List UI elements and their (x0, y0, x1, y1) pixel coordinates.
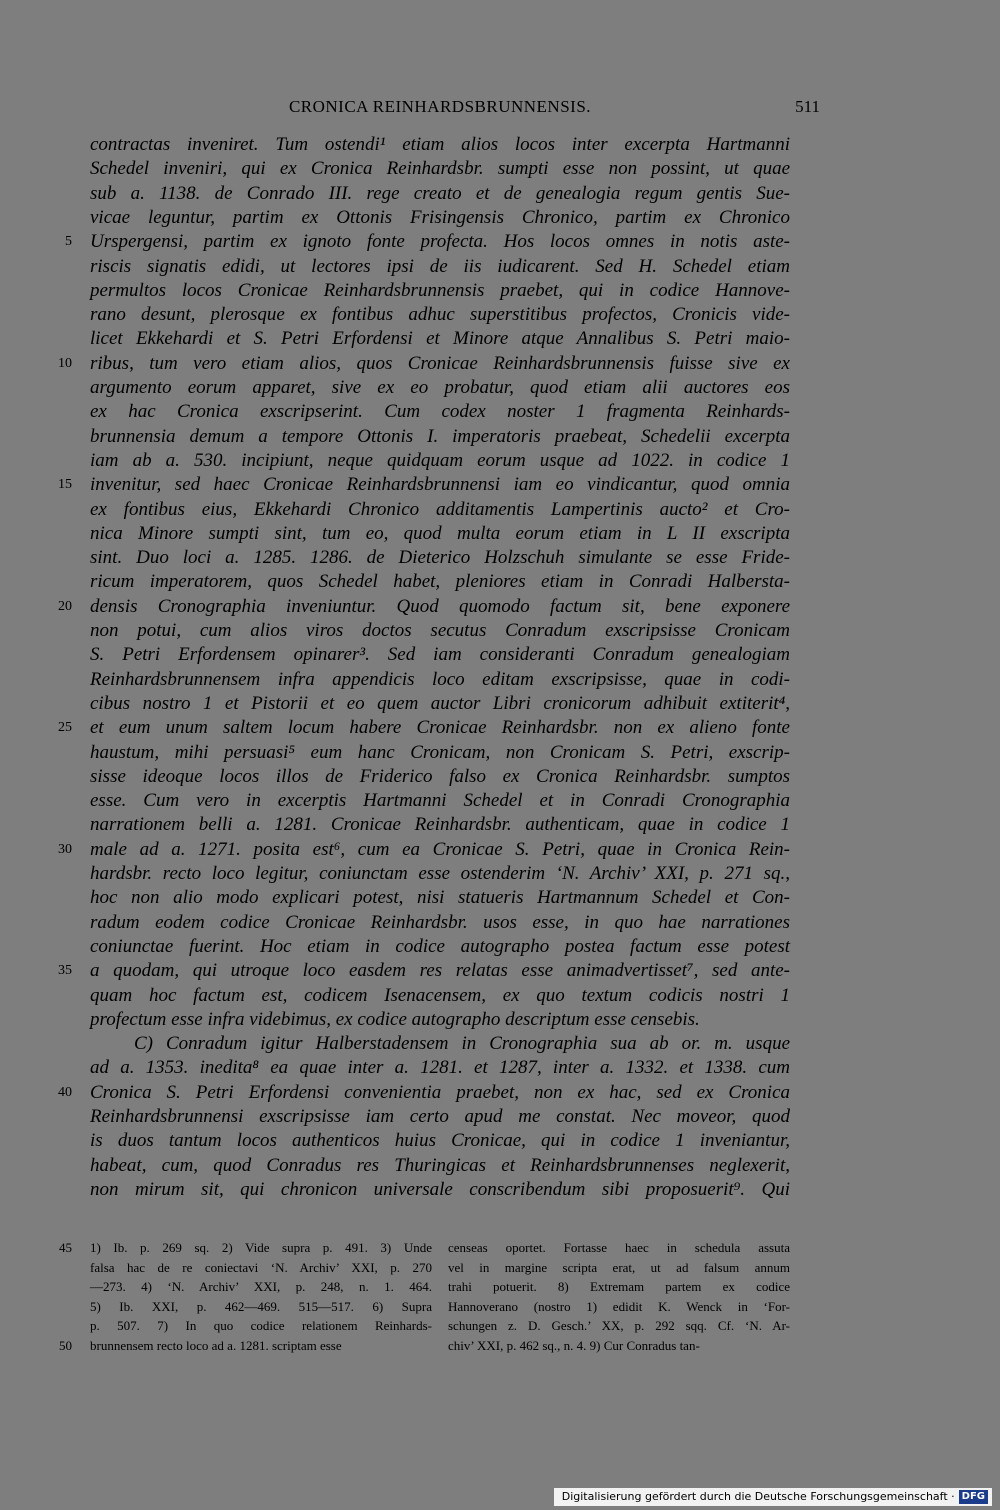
text-line: riscis signatis edidi, ut lectores ipsi de iis iudicarent. Sed H. Schedel etiam (90, 255, 790, 277)
line-number: 5 (65, 234, 72, 250)
text-line: non mirum sit, qui chronicon universale conscribendum sibi proposuerit⁹. Qui (90, 1178, 790, 1200)
footnote-line: 1) Ib. p. 269 sq. 2) Vide supra p. 491. 3) Unde (90, 1240, 432, 1255)
text-line: hoc non alio modo explicari potest, nisi statueris Hartmannum Schedel et Con- (90, 887, 790, 909)
digitization-credit-banner (554, 1488, 992, 1506)
text-line: permultos locos Cronicae Reinhardsbrunnensis praebet, qui in codice Hannove- (90, 279, 790, 301)
line-number: 35 (58, 963, 72, 979)
text-line: sint. Duo loci a. 1285. 1286. de Dieterico Holzschuh simulante se esse Fride- (90, 547, 790, 569)
footnote-line: vel in margine scripta erat, ut ad falsum annum (448, 1259, 790, 1275)
footnote-line: brunnensem recto loco ad a. 1281. scriptam esse (90, 1337, 342, 1353)
text-line: radum eodem codice Cronicae Reinhardsbr. usos esse, in quo hae narrationes (90, 911, 790, 933)
line-number: 30 (58, 841, 72, 857)
text-line: C) Conradum igitur Halberstadensem in Cronographia sua ab or. m. usque (134, 1033, 790, 1055)
text-line: haustum, mihi persuasi⁵ eum hanc Cronicam, non Cronicam S. Petri, exscrip- (90, 741, 790, 763)
page-number: 511 (795, 97, 820, 116)
footnote-line: 5) Ib. XXI, p. 462—469. 515—517. 6) Supra (90, 1298, 432, 1314)
text-line: nica Minore sumpti sint, tum eo, quod multa eorum etiam in L II exscripta (90, 522, 790, 544)
footnote-line-number: 45 (59, 1240, 72, 1255)
footnote-line: trahi potuerit. 8) Extremam partem ex codice (448, 1279, 790, 1295)
text-line: non potui, cum alios viros doctos secutus Conradum exscripsisse Cronicam (90, 620, 790, 641)
text-line: vicae leguntur, partim ex Ottonis Frisingensis Chronico, partim ex Chronico (90, 206, 790, 228)
line-number: 40 (58, 1084, 72, 1100)
text-line: S. Petri Erfordensem opinarer³. Sed iam consideranti Conradum genealogiam (90, 644, 790, 666)
text-line: invenitur, sed haec Cronicae Reinhardsbrunnensi iam eo vindicantur, quod omnia (90, 474, 790, 496)
text-line: argumento eorum apparet, sive ex eo probatur, quod etiam alii auctores eos (90, 377, 790, 398)
text-line: Cronica S. Petri Erfordensi convenientia praebet, non ex hac, sed ex Cronica (90, 1081, 790, 1103)
text-line: a quodam, qui utroque loco easdem res relatas esse animadvertisset⁷, sed ante- (90, 960, 790, 982)
text-line: hardsbr. recto loco legitur, coniunctam esse ostenderim ‘N. Archiv’ XXI, p. 271 sq., (90, 863, 790, 884)
footnote-line: p. 507. 7) In quo codice relationem Reinhards- (90, 1318, 432, 1334)
line-number: 10 (58, 355, 72, 371)
text-line: Reinhardsbrunnensi exscripsisse iam certo apud me constat. Nec moveor, quod (90, 1106, 790, 1127)
footnote-line: schungen z. D. Gesch.’ XX, p. 292 sqq. Cf. ‘N. Ar- (448, 1318, 790, 1334)
line-number: 20 (58, 598, 72, 614)
text-line: ex fontibus eius, Ekkehardi Chronico additamentis Lampertinis aucto² et Cro- (90, 498, 790, 520)
text-line: habeat, cum, quod Conradus res Thuringicas et Reinhardsbrunnenses neglexerit, (90, 1154, 790, 1176)
footer-credit-text: Digitalisierung gefördert durch die Deutsche Forschungsgemeinschaft · (561, 1490, 955, 1503)
text-line: quam hoc factum est, codicem Isenacensem, ex quo textum codicis nostri 1 (90, 984, 790, 1006)
line-number: 25 (58, 720, 72, 736)
text-line: coniunctae fuerint. Hoc etiam in codice autographo postea factum esse potest (90, 935, 790, 957)
text-line: sub a. 1138. de Conrado III. rege creato et de genealogia regum gentis Sue- (90, 182, 790, 204)
footnotes-right-column (448, 1238, 790, 1356)
text-line: ribus, tum vero etiam alios, quos Cronicae Reinhardsbrunnensis fuisse sive ex (90, 352, 790, 374)
text-line: narrationem belli a. 1281. Cronicae Reinhardsbr. authenticam, quae in codice 1 (90, 814, 790, 836)
text-line: ex hac Cronica exscripserint. Cum codex noster 1 fragmenta Reinhards- (90, 401, 790, 423)
text-line: iam ab a. 530. incipiunt, neque quidquam eorum usque ad 1022. in codice 1 (90, 449, 790, 471)
text-line: rano desunt, plerosque ex fontibus adhuc superstitibus profectos, Cronicis vide- (90, 304, 790, 326)
text-line: is duos tantum locos authenticos huius Cronicae, qui in codice 1 inveniantur, (90, 1130, 790, 1152)
text-line: Reinhardsbrunnensem infra appendicis loco editam exscripsisse, quae in codi- (90, 668, 790, 690)
text-line: et eum unum saltem locum habere Cronicae Reinhardsbr. non ex alieno fonte (90, 717, 790, 739)
running-header-title: CRONICA REINHARDSBRUNNENSIS. (288, 97, 592, 116)
text-line: male ad a. 1271. posita est⁶, cum ea Cronicae S. Petri, quae in Cronica Rein- (90, 838, 790, 860)
text-line: esse. Cum vero in excerptis Hartmanni Schedel et in Conradi Cronographia (90, 790, 790, 812)
text-line: cibus nostro 1 et Pistorii et eo quem auctor Libri cronicorum adhibuit extiterit⁴, (90, 692, 790, 714)
text-line: brunnensia demum a tempore Ottonis I. imperatoris praebeat, Schedelii excerpta (90, 425, 790, 447)
dfg-logo-icon: DFG (959, 1490, 988, 1504)
text-line: sisse ideoque locos illos de Friderico falso ex Cronica Reinhardsbr. sumptos (90, 765, 790, 787)
text-line: Urspergensi, partim ex ignoto fonte profecta. Hos locos omnes in notis aste- (90, 231, 790, 253)
footnote-line: Hannoverano (nostro 1) edidit K. Wenck in ‘For- (448, 1298, 790, 1314)
footnote-line: censeas oportet. Fortasse haec in schedula assuta (448, 1240, 790, 1255)
footnote-line: falsa hac de re coniectavi ‘N. Archiv’ XXI, p. 270 (90, 1259, 432, 1275)
text-line: profectum esse infra videbimus, ex codice autographo descriptum esse censebis. (90, 1008, 700, 1030)
footnotes-left-column (90, 1238, 432, 1356)
text-line: contractas inveniret. Tum ostendi¹ etiam alios locos inter excerpta Hartmanni (90, 134, 790, 155)
text-line: licet Ekkehardi et S. Petri Erfordensi et Minore atque Annalibus S. Petri maio- (90, 328, 790, 350)
text-line: ricum imperatorem, quos Schedel habet, pleniores etiam in Conradi Halbersta- (90, 571, 790, 593)
footnote-line-number: 50 (59, 1338, 72, 1353)
footnote-line: —273. 4) ‘N. Archiv’ XXI, p. 248, n. 1. 464. (90, 1279, 432, 1295)
text-line: densis Cronographia inveniuntur. Quod quomodo factum sit, bene exponere (90, 595, 790, 617)
text-line: Schedel inveniri, qui ex Cronica Reinhardsbr. sumpti esse non possint, ut quae (90, 158, 790, 180)
line-number: 15 (58, 477, 72, 493)
footnote-line: chiv’ XXI, p. 462 sq., n. 4. 9) Cur Conradus tan- (448, 1337, 700, 1353)
text-line: ad a. 1353. inedita⁸ ea quae inter a. 1281. et 1287, inter a. 1332. et 1338. cum (90, 1057, 790, 1079)
